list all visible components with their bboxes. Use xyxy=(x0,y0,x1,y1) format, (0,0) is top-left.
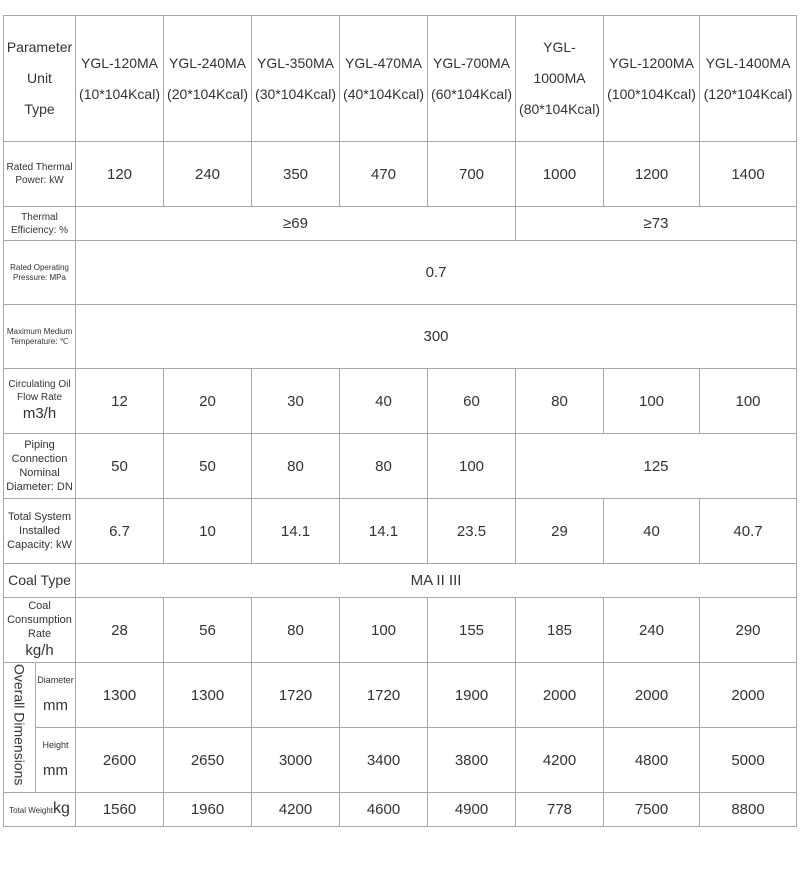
table-cell: 4600 xyxy=(340,793,428,827)
model-header xyxy=(164,16,252,142)
table-cell: 29 xyxy=(516,499,604,564)
table-cell: 2000 xyxy=(516,663,604,728)
table-row xyxy=(4,499,797,564)
row-label-line: Capacity: kW xyxy=(7,539,72,551)
table-cell: 2000 xyxy=(700,663,797,728)
dimensions-group-label xyxy=(4,663,36,793)
table-cell: 1900 xyxy=(428,663,516,728)
table-cell: 1300 xyxy=(76,663,164,728)
row-label-line: Rated Operating xyxy=(10,262,69,272)
row-label xyxy=(36,663,76,728)
row-label xyxy=(4,241,76,305)
model-header xyxy=(516,16,604,142)
table-row xyxy=(4,663,797,728)
model-name: YGL-1400MA xyxy=(705,54,791,71)
model-capacity: (80*104Kcal) xyxy=(519,101,600,117)
model-capacity: (120*104Kcal) xyxy=(703,85,793,102)
model-header xyxy=(252,16,340,142)
model-capacity: (60*104Kcal) xyxy=(431,85,512,102)
row-label xyxy=(4,499,76,564)
row-label-line: Connection xyxy=(11,453,68,465)
table-cell: 80 xyxy=(252,434,340,499)
row-label-line: Pressure: MPa xyxy=(13,272,66,282)
row-unit: kg xyxy=(52,799,70,817)
table-cell: 1400 xyxy=(700,142,797,207)
dimensions-group-text: Overall Dimensions xyxy=(11,664,28,786)
model-name: 1000MA xyxy=(533,70,586,86)
table-cell: 2000 xyxy=(604,663,700,728)
table-cell: 700 xyxy=(428,142,516,207)
row-label-line: Piping xyxy=(24,439,55,451)
type-label: Type xyxy=(24,101,55,117)
table-cell: 100 xyxy=(700,369,797,434)
table-row xyxy=(4,598,797,663)
table-cell: 40 xyxy=(340,369,428,434)
model-name: YGL-240MA xyxy=(168,54,247,71)
table-row xyxy=(4,207,797,241)
table-cell: 1000 xyxy=(516,142,604,207)
row-unit: kg/h xyxy=(25,642,54,659)
row-label: Coal Type xyxy=(4,564,76,598)
table-row xyxy=(4,142,797,207)
table-cell: 120 xyxy=(76,142,164,207)
row-label-line: Nominal xyxy=(19,467,60,479)
table-cell: 240 xyxy=(164,142,252,207)
table-row xyxy=(4,564,797,598)
table-row xyxy=(4,434,797,499)
table-cell: 56 xyxy=(164,598,252,663)
row-label xyxy=(4,305,76,369)
table-cell: 3000 xyxy=(252,728,340,793)
row-label-line: Height xyxy=(42,740,69,750)
row-label-line: Efficiency: % xyxy=(10,224,69,236)
model-name: YGL-470MA xyxy=(344,54,423,71)
row-label-line: Total Weight xyxy=(9,805,53,815)
model-name: YGL-120MA xyxy=(80,54,159,71)
model-name: YGL-350MA xyxy=(256,54,335,71)
table-cell: 4200 xyxy=(252,793,340,827)
table-cell: ≥73 xyxy=(516,207,797,241)
row-label-line: Rated Thermal xyxy=(6,162,73,173)
table-cell: 7500 xyxy=(604,793,700,827)
model-name: YGL- xyxy=(543,39,576,55)
parameter-header xyxy=(4,16,76,142)
table-cell: 28 xyxy=(76,598,164,663)
row-label-line: Diameter: DN xyxy=(6,481,73,493)
table-cell: 1200 xyxy=(604,142,700,207)
row-label-line: Thermal xyxy=(21,211,58,223)
table-cell: 6.7 xyxy=(76,499,164,564)
row-label xyxy=(4,207,76,241)
table-cell: 100 xyxy=(340,598,428,663)
table-cell: 4200 xyxy=(516,728,604,793)
table-cell: 778 xyxy=(516,793,604,827)
model-capacity: (40*104Kcal) xyxy=(343,85,424,102)
row-unit: mm xyxy=(43,697,68,714)
table-cell: 50 xyxy=(76,434,164,499)
table-cell: 10 xyxy=(164,499,252,564)
table-cell: 4900 xyxy=(428,793,516,827)
header-row xyxy=(4,16,797,142)
row-label xyxy=(4,793,76,827)
table-cell: 80 xyxy=(340,434,428,499)
model-name: YGL-700MA xyxy=(432,54,511,71)
row-label-line: Circulating Oil xyxy=(8,379,71,390)
table-row xyxy=(4,369,797,434)
table-cell: 3800 xyxy=(428,728,516,793)
row-label-line: Rate xyxy=(27,628,52,640)
model-capacity: (30*104Kcal) xyxy=(255,85,336,102)
table-cell: ≥69 xyxy=(76,207,516,241)
table-cell: 2650 xyxy=(164,728,252,793)
table-row xyxy=(4,305,797,369)
table-cell: 3400 xyxy=(340,728,428,793)
row-label-line: Flow Rate xyxy=(17,392,63,403)
table-cell: 125 xyxy=(516,434,797,499)
row-unit: m3/h xyxy=(22,405,57,422)
model-capacity: (20*104Kcal) xyxy=(167,85,248,102)
table-cell: 185 xyxy=(516,598,604,663)
table-cell: 40.7 xyxy=(700,499,797,564)
row-label xyxy=(4,142,76,207)
row-label xyxy=(4,369,76,434)
table-cell: 2600 xyxy=(76,728,164,793)
table-cell: MA II III xyxy=(76,564,797,598)
table-cell: 0.7 xyxy=(76,241,797,305)
table-cell: 155 xyxy=(428,598,516,663)
table-cell: 100 xyxy=(604,369,700,434)
table-cell: 300 xyxy=(76,305,797,369)
table-cell: 30 xyxy=(252,369,340,434)
table-cell: 290 xyxy=(700,598,797,663)
table-cell: 8800 xyxy=(700,793,797,827)
parameter-label: Parameter xyxy=(6,39,73,55)
model-header xyxy=(76,16,164,142)
table-cell: 350 xyxy=(252,142,340,207)
model-capacity: (100*104Kcal) xyxy=(607,85,696,102)
table-cell: 60 xyxy=(428,369,516,434)
table-row xyxy=(4,793,797,827)
table-cell: 1960 xyxy=(164,793,252,827)
table-cell: 50 xyxy=(164,434,252,499)
table-cell: 40 xyxy=(604,499,700,564)
table-cell: 14.1 xyxy=(340,499,428,564)
row-label-line: Diameter xyxy=(37,675,74,685)
model-name: YGL-1200MA xyxy=(609,54,694,71)
row-label-line: Total System xyxy=(8,511,71,523)
model-header xyxy=(428,16,516,142)
table-cell: 80 xyxy=(252,598,340,663)
row-label-line: Maximum Medium xyxy=(6,326,73,336)
table-cell: 20 xyxy=(164,369,252,434)
table-cell: 14.1 xyxy=(252,499,340,564)
table-cell: 1300 xyxy=(164,663,252,728)
row-label xyxy=(36,728,76,793)
row-label-line: Consumption xyxy=(7,614,72,626)
row-label-line: Temperature: ℃ xyxy=(10,336,69,346)
table-row xyxy=(4,241,797,305)
specification-table xyxy=(3,15,797,827)
table-cell: 5000 xyxy=(700,728,797,793)
row-label-line: Power: kW xyxy=(15,175,64,186)
table-cell: 240 xyxy=(604,598,700,663)
model-header xyxy=(700,16,797,142)
table-cell: 4800 xyxy=(604,728,700,793)
table-cell: 1560 xyxy=(76,793,164,827)
table-cell: 80 xyxy=(516,369,604,434)
table-cell: 23.5 xyxy=(428,499,516,564)
unit-label: Unit xyxy=(27,70,52,86)
row-unit: mm xyxy=(43,762,68,779)
row-label-line: Coal xyxy=(28,600,51,612)
table-cell: 470 xyxy=(340,142,428,207)
row-label xyxy=(4,598,76,663)
model-header xyxy=(340,16,428,142)
table-cell: 1720 xyxy=(252,663,340,728)
model-header xyxy=(604,16,700,142)
table-cell: 100 xyxy=(428,434,516,499)
model-capacity: (10*104Kcal) xyxy=(79,85,160,102)
table-row xyxy=(4,728,797,793)
row-label xyxy=(4,434,76,499)
row-label-line: Installed xyxy=(19,525,60,537)
table-cell: 12 xyxy=(76,369,164,434)
table-cell: 1720 xyxy=(340,663,428,728)
